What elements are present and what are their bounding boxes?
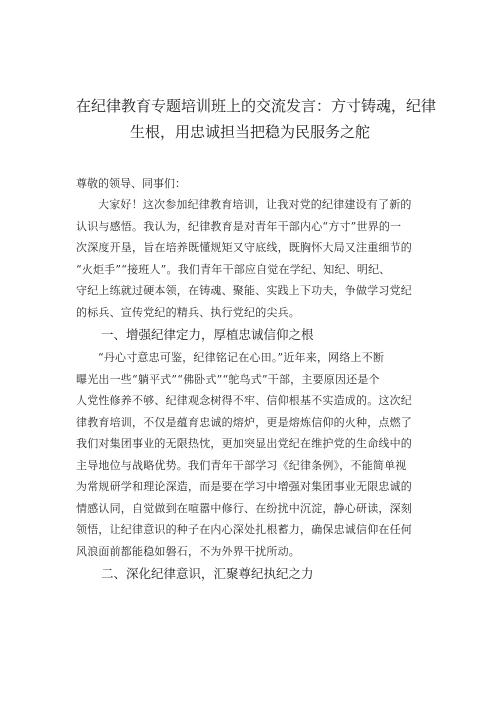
text-line: 的标兵、宣传党纪的精兵、执行党纪的尖兵。	[76, 305, 300, 319]
text-line: 风浪面前都能稳如磐石，不为外界干扰所动。	[76, 544, 300, 558]
text-line: 曝光出一些“躺平式”“佛卧式”“鸵鸟式”干部，主要原因还是个	[76, 372, 380, 386]
section1-paragraph	[76, 347, 424, 562]
text-line: 认识与感悟。我认为，纪律教育是对青年干部内心“方寸”世界的一	[76, 219, 402, 233]
text-line: 次深度开垦，旨在培养既懂规矩又守底线，既胸怀大局又注重细节的	[76, 241, 412, 254]
text-line: 我们对集团事业的无限热忱，更加突显出党纪在维护党的生命线中的	[76, 437, 412, 450]
title-line: 生根，用忠诚担当把稳为民服务之舵	[129, 123, 370, 141]
text-line: 人党性修养不够、纪律观念树得不牢、信仰根基不实造成的。这次纪	[76, 394, 412, 407]
text-line: 主导地位与战略优势。我们青年干部学习《纪律条例》，不能简单视	[76, 458, 407, 472]
text-line: 为常规研学和理论深造，而是要在学习中增强对集团事业无限忠诚的	[76, 480, 412, 493]
document-title	[76, 0, 437, 145]
section-heading-2: 二、深化纪律意识，汇聚尊纪执纪之力	[101, 566, 314, 581]
text-line: 大家好！这次参加纪律教育培训，让我对党的纪律建设有了新的	[98, 198, 412, 211]
text-line: 守纪上练就过硬本领，在铸魂、聚能、实践上下功夫，争做学习党纪	[76, 284, 412, 297]
text-line: 律教育培训，不仅是蕴育忠诚的熔炉，更是熔炼信仰的火种，点燃了	[76, 415, 412, 429]
greeting: 尊敬的领导、同事们：	[76, 177, 186, 190]
title-line: 在纪律教育专题培训班上的交流发言：方寸铸魂，纪律	[76, 97, 437, 115]
section-heading-1: 一、增强纪律定力，厚植忠诚信仰之根	[101, 327, 314, 342]
text-line: “丹心寸意忠可鉴，纪律铭记在心田。”近年来，网络上不断	[98, 351, 385, 364]
intro-paragraph	[76, 194, 424, 323]
text-line: 情感认同，自觉做到在喧嚣中修行、在纷扰中沉淀，静心研读，深刻	[76, 501, 412, 515]
text-line: 领悟，让纪律意识的种子在内心深处扎根蓄力，确保忠诚信仰在任何	[76, 523, 412, 536]
text-line: “火炬手”“接班人”。我们青年干部应自觉在学纪、知纪、明纪、	[76, 262, 391, 276]
